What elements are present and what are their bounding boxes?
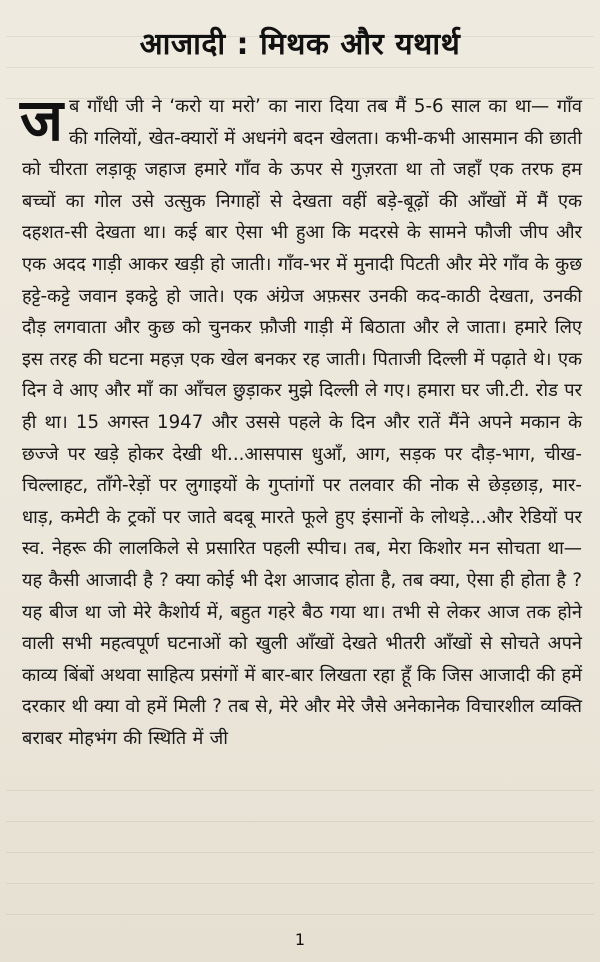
chapter-title: आजादी : मिथक और यथार्थ xyxy=(139,27,461,62)
body-paragraph xyxy=(20,86,582,754)
drop-cap: ज xyxy=(20,86,64,154)
show-through-text-bottom xyxy=(6,790,594,940)
paragraph-text: ब गाँधी जी ने ‘करो या मरो’ का नारा दिया तब मैं 5-6 साल का था— गाँव की गलियों, खेत-क्यारों में अधनंगे बदन खेलता। कभी-कभी आसमान की छाती को चीरता लड़ाकू जहाज हमारे गाँव के ऊपर से गुज़रता था तो जहाँ एक तरफ हम बच्चों का गोल उसे उत्सुक निगाहों से देखता वहीं बड़े-बूढ़ों की आँखों में मैं एक दहशत-सी देखता था। कई बार ऐसा भी हुआ कि मदरसे के सामने फौजी जीप और एक अदद गाड़ी आकर खड़ी हो जाती। गाँव-भर में मुनादी पिटती और मेरे गाँव के कुछ हट्टे-कट्टे जवान इकट्ठे हो जाते। एक अंग्रेज अफ़सर उनकी कद-काठी देखता, उनकी दौड़ लगवाता और कुछ को चुनकर फ़ौजी गाड़ी में बिठाता और ले जाता। हमारे लिए इस तरह की घटना महज़ एक खेल बनकर रह जाती। पिताजी दिल्ली में पढ़ाते थे। एक दिन वे आए और माँ का आँचल छुड़ाकर मुझे दिल्ली ले गए। हमारा घर जी.टी. रोड पर ही था। 15 अगस्त 1947 और उससे पहले के दिन और रातें मैंने अपने मकान के छज्जे पर खड़े होकर देखी थी...आसपास धुआँ, आग, सड़क पर दौड़-भाग, चीख-चिल्लाहट, ताँगे-रेड़ों पर लुगाइयों के गुप्तांगों पर तलवार की नोक से छेड़छाड़, मार-धाड़, कमेटी के ट्रकों पर जाते बदबू मारते फूले हुए इंसानों के लोथड़े...और रेडियों पर स्व. नेहरू की लालकिले से प्रसारित पहली स्पीच। तब, मेरा किशोर मन सोचता था—यह कैसी आजादी है ? क्या कोई भी देश आजाद होता है, तब क्या, ऐसा ही होता है ? यह बीज था जो मेरे कैशोर्य में, बहुत गहरे बैठ गया था। तभी से लेकर आज तक होने वाली सभी महत्वपूर्ण घटनाओं को खुली आँखों देखते भीतरी आँखों से सोचते अपने काव्य बिंबों अथवा साहित्य प्रसंगों में बार-बार लिखता रहा हूँ कि जिस आजादी की हमें दरकार थी क्या वो हमें मिली ? तब से, मेरे और मेरे जैसे अनेकानेक विचारशील व्यक्ति बराबर मोहभंग की स्थिति में जी xyxy=(22,96,582,749)
page-number: 1 xyxy=(294,930,306,949)
